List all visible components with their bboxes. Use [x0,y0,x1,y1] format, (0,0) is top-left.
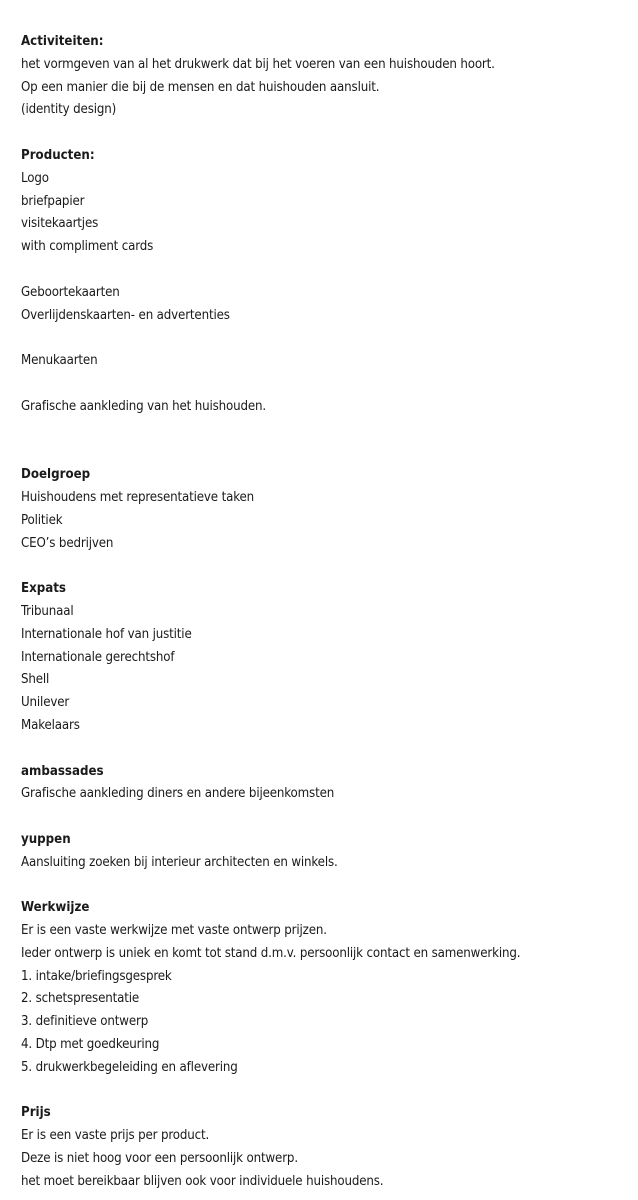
activiteiten-line: het vormgeven van al het drukwerk dat bij het voeren van een huishouden hoort. [21,56,495,72]
heading-doelgroep: Doelgroep [21,467,91,483]
heading-producten: Producten: [21,147,95,163]
heading-expats: Expats [21,581,66,597]
section-producten [21,145,638,419]
activiteiten-line: (identity design) [21,102,117,118]
spacer [21,419,638,465]
heading-activiteiten: Activiteiten: [21,34,104,49]
doelgroep-item: Huishoudens met representatieve taken [21,489,254,505]
section-yuppen [21,829,638,875]
ambassades-item: Grafische aankleding diners en andere bijeenkomsten [21,786,335,802]
heading-yuppen: yuppen [21,831,71,847]
section-werkwijze [21,897,638,1079]
doelgroep-item: Politiek [21,512,63,528]
werkwijze-step: 5. drukwerkbegeleiding en aflevering [21,1059,238,1075]
werkwijze-step: 3. definitieve ontwerp [21,1014,149,1030]
werkwijze-step: 4. Dtp met goedkeuring [21,1037,160,1053]
prijs-line: Deze is niet hoog voor een persoonlijk ontwerp. [21,1151,298,1167]
heading-ambassades: ambassades [21,763,104,779]
producten-item: with compliment cards [21,239,154,255]
heading-prijs: Prijs [21,1105,51,1121]
section-ambassades [21,761,638,807]
heading-werkwijze: Werkwijze [21,900,90,916]
section-doelgroep [21,464,638,555]
producten-item: Geboortekaarten [21,284,120,300]
spacer [21,874,638,897]
section-prijs [21,1102,638,1193]
werkwijze-step: 2. schetspresentatie [21,991,140,1007]
producten-item: visitekaartjes [21,216,99,232]
spacer [21,806,638,829]
werkwijze-line: Er is een vaste werkwijze met vaste ontwerp prijzen. [21,923,327,939]
expats-item: Unilever [21,695,70,711]
activiteiten-line: Op een manier die bij de mensen en dat huishouden aansluit. [21,79,380,95]
werkwijze-line: Ieder ontwerp is uniek en komt tot stand d.m.v. persoonlijk contact en samenwerking. [21,945,521,961]
spacer [21,122,638,145]
spacer [21,555,638,578]
producten-item: Grafische aankleding van het huishouden. [21,398,267,414]
producten-item: Overlijdenskaarten- en advertenties [21,307,230,323]
spacer [21,1080,638,1103]
section-expats [21,578,638,738]
expats-item: Shell [21,672,50,688]
yuppen-item: Aansluiting zoeken bij interieur architecten en winkels. [21,854,338,870]
producten-item: Logo [21,170,49,186]
prijs-line: het moet bereikbaar blijven ook voor individuele huishoudens. [21,1173,384,1189]
werkwijze-step: 1. intake/briefingsgesprek [21,968,172,984]
producten-item: briefpapier [21,193,85,209]
expats-item: Tribunaal [21,603,74,619]
spacer [21,373,638,396]
section-activiteiten [21,31,638,122]
spacer [21,259,638,282]
producten-item: Menukaarten [21,353,98,369]
expats-item: Makelaars [21,717,80,733]
prijs-line: Er is een vaste prijs per product. [21,1128,210,1144]
expats-item: Internationale hof van justitie [21,626,192,642]
spacer [21,327,638,350]
doelgroep-item: CEO’s bedrijven [21,535,114,551]
expats-item: Internationale gerechtshof [21,649,175,665]
spacer [21,738,638,761]
